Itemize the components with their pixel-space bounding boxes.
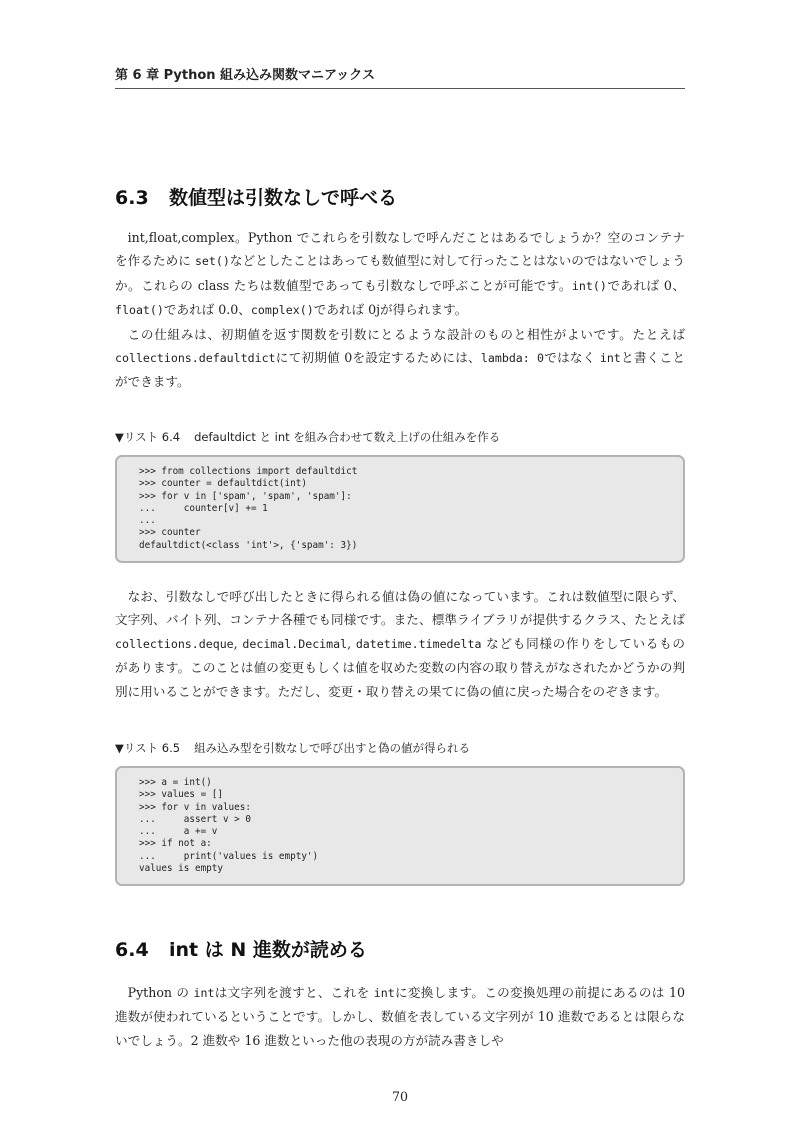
section-title: int は N 進数が読める [169,939,367,961]
inline-code: float() [115,303,164,318]
page-number: 70 [391,1089,409,1104]
section-number: 6.4 [115,939,149,961]
section-6-4-heading [115,937,685,963]
inline-code: collections.deque [115,636,234,651]
paragraph: int,float,complex。Python でこれらを引数なしで呼んだことはあるでしょうか？空のコンテナを作るために set()などとしたことはあっても数値型に対して行ったことはないのではないでしょうか。これらの class たちは数値型であっても引数なしで呼ぶことが可能です。int()であれば 0、float()であれば 0.0、complex()であれば 0jが得られます。 [115,230,685,318]
inline-code: decimal.Decimal [242,636,348,651]
section-6-4-body [115,981,685,1052]
inline-code: lambda: 0 [480,351,544,366]
inline-code: datetime.timedelta [355,636,482,651]
paragraph: Python の intは文字列を渡すと、これを intに変換します。この変換処理の前提にあるのは 10 進数が使われているということです。しかし、数値を表している文字列が 10 進数であるとは限らないでしょう。2 進数や 16 進数といった他の表現の方が読み書きしや [115,985,685,1048]
inline-code: int() [571,278,607,293]
code-text: >>> from collections import defaultdict >>> counter = defaultdict(int) >>> for v in ['spam', 'spam', 'spam']: ... counter[v] += 1 ... >>> counter defaultdict(<class 'int'>, {'spam': 3}) [139,466,358,551]
running-header: 第 6 章 Python 組み込み関数マニアックス [115,64,685,89]
section-6-3-body [115,226,685,394]
paragraph: なお、引数なしで呼び出したときに得られる値は偽の値になっています。これは数値型に限らず、文字列、バイト列、コンテナ各種でも同様です。また、標準ライブラリが提供するクラス、たとえば collections.deque, decimal.Decimal, datetime.timedelta なども同様の作りをしているものがあります。このことは値の変更もしくは値を収めた変数の内容の取り替えがなされたかどうかの判別に用いることができます。ただし、変更・取り替えの果てに偽の値に戻った場合をのぞきます。 [115,589,685,699]
listing-6-4-code-block [115,455,685,563]
listing-6-5-code-block [115,766,685,886]
paragraph-after-listing-6-4 [115,585,685,703]
listing-label: ▼リスト 6.4 [115,430,181,444]
inline-code: int [373,986,395,1000]
section-title: 数値型は引数なしで呼べる [169,187,398,209]
listing-label: ▼リスト 6.5 [115,741,181,755]
inline-code: int [599,351,621,366]
listing-6-4-caption [115,429,685,445]
code-text: >>> a = int() >>> values = [] >>> for v in values: ... assert v > 0 ... a += v >>> if not a: ... print('values is empty') values is empty [139,777,319,875]
listing-caption-text: defaultdict と int を組み合わせて数え上げの仕組みを作る [194,430,501,444]
inline-code: int [193,986,215,1000]
inline-code: set() [194,254,230,269]
section-6-3-heading [115,185,685,211]
listing-caption-text: 組み込み型を引数なしで呼び出すと偽の値が得られる [194,741,471,755]
inline-code: complex() [250,303,314,318]
section-number: 6.3 [115,187,149,209]
listing-6-5-caption [115,740,685,756]
inline-code: collections.defaultdict [115,351,276,366]
paragraph: この仕組みは、初期値を返す関数を引数にとるような設計のものと相性がよいです。たとえば collections.defaultdictにて初期値 0を設定するためには、lambda: 0ではなく intと書くことができます。 [115,326,685,390]
